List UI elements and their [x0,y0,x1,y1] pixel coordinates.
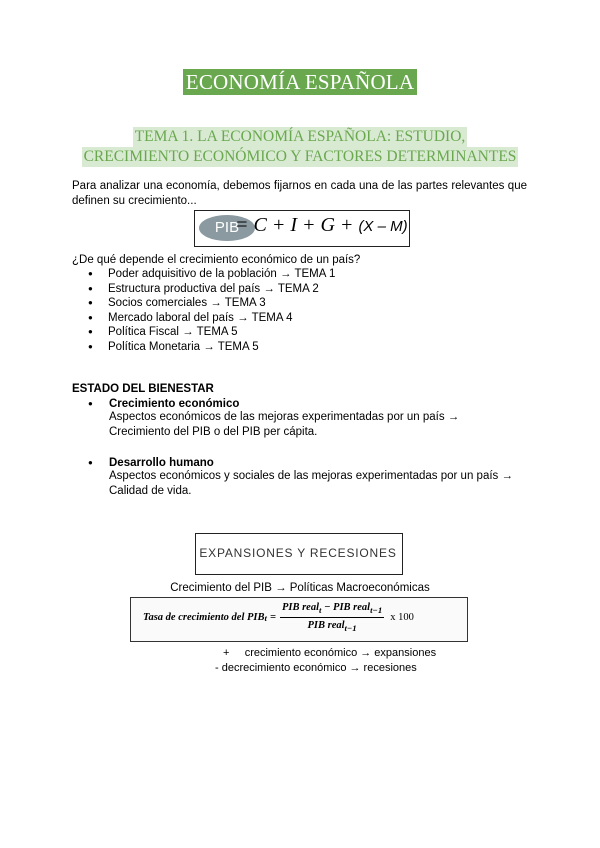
tasa-formula [143,602,414,633]
growth-question: ¿De qué depende el crecimiento económico de un país? [72,254,361,266]
pib-oval-label: PIB [199,215,255,241]
list-item: ● Poder adquisitivo de la población → TEMA 1 [88,267,335,282]
list-item: ● Estructura productiva del país → TEMA 2 [88,282,335,297]
list-item: ● Socios comerciales → TEMA 3 [88,296,335,311]
tasa-denominator [280,618,384,633]
section-desc-2: Crecimiento del PIB o del PIB per cápita. [109,426,318,438]
expansion-line: + crecimiento económico → expansiones [223,647,437,659]
pib-formula-xm: (X – M) [358,218,408,235]
section-desc-2: Calidad de vida. [109,485,192,497]
list-item: ● Política Fiscal → TEMA 5 [88,325,335,340]
tasa-numerator [280,602,384,618]
tasa-fraction [280,602,384,633]
num-b: PIB real [333,602,371,613]
section-crecimiento [88,398,528,440]
num-a: PIB real [281,602,319,613]
pib-formula-rhs: = C + I + G + [235,214,359,236]
topic-heading-line2: CRECIMIENTO ECONÓMICO Y FACTORES DETERMINANTES [83,148,517,165]
pib-formula [235,214,408,237]
tasa-equals: = [269,612,276,624]
list-item: ● Mercado laboral del país → TEMA 4 [88,311,335,326]
recession-line: - decrecimiento económico → recesiones [215,662,417,674]
num-minus: − [321,602,334,613]
list-item: ● Política Monetaria → TEMA 5 [88,340,335,355]
tasa-times-100: x 100 [390,612,414,624]
den-sub: t−1 [344,623,357,634]
section-title: ● Crecimiento económico [88,398,528,410]
section-desarrollo [88,457,528,499]
crecimiento-line: Crecimiento del PIB → Políticas Macroeconómicas [170,582,430,594]
num-b-sub: t−1 [370,605,383,616]
section-desc-1: Aspectos económicos de las mejoras experimentadas por un país → [109,411,460,423]
tasa-lhs-sub: t [264,612,267,623]
page-title-text: ECONOMÍA ESPAÑOLA [183,69,417,95]
den: PIB real [307,620,345,632]
factors-list [88,267,335,355]
intro-paragraph: Para analizar una economía, debemos fijarnos en cada una de las partes relevantes que definen su crecimiento... [72,180,527,207]
expansiones-label: EXPANSIONES Y RECESIONES [199,546,397,560]
tasa-lhs: Tasa de crecimiento del PIB [143,612,265,624]
section-title: ● Desarrollo humano [88,457,528,469]
num-a-sub: t [318,605,322,616]
section-desc-1: Aspectos económicos y sociales de las mejoras experimentadas por un país → [109,470,513,482]
estado-bienestar-heading: ESTADO DEL BIENESTAR [72,383,214,395]
page-title [0,70,600,95]
topic-heading [0,127,600,167]
topic-heading-line1: TEMA 1. LA ECONOMÍA ESPAÑOLA: ESTUDIO, [134,128,466,145]
